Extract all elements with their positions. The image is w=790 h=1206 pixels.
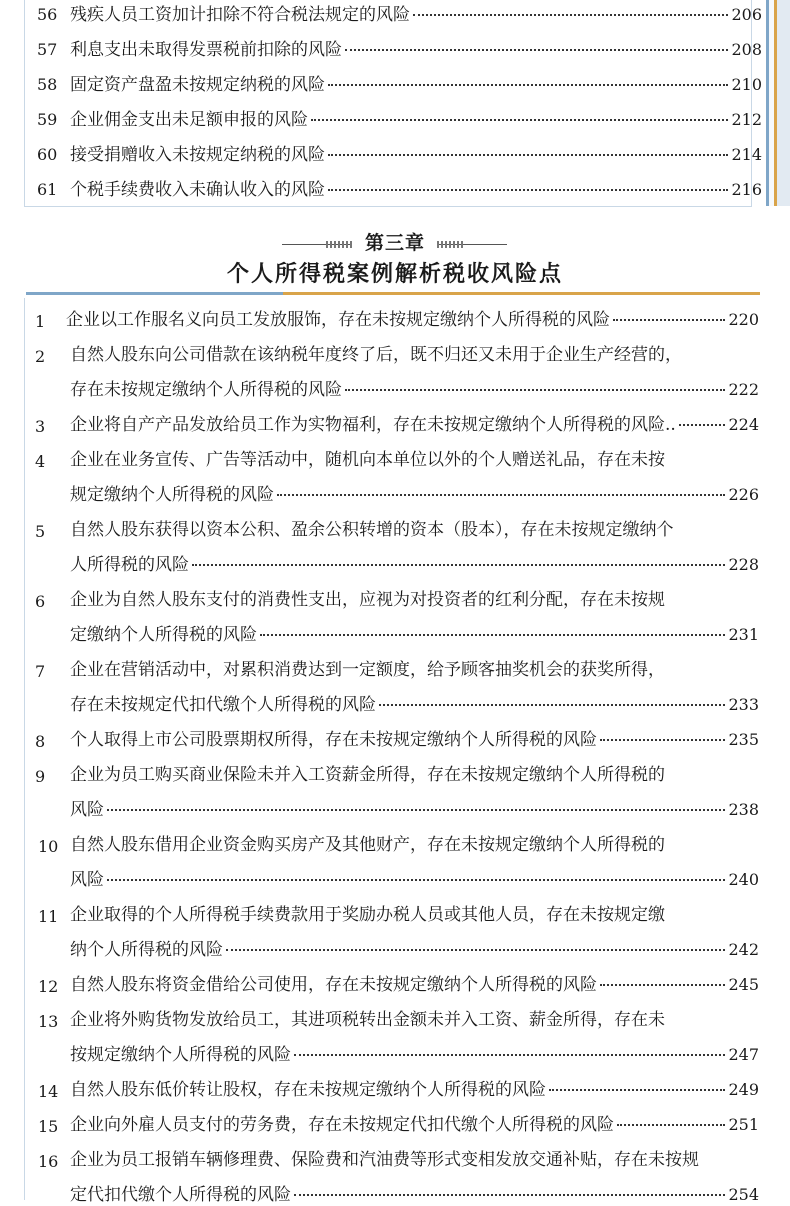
toc-entry-line xyxy=(70,74,762,96)
toc-entry-number: 57 xyxy=(37,40,58,59)
toc-entry-number: 15 xyxy=(38,1117,59,1136)
toc-entry-number: 59 xyxy=(37,110,58,129)
toc-entry-line xyxy=(70,834,759,856)
dot-leader xyxy=(679,424,726,426)
dot-leader xyxy=(600,739,725,741)
toc-entry-line xyxy=(70,554,759,576)
toc-entry-number: 60 xyxy=(37,145,58,164)
toc-entry-text: 自然人股东低价转让股权，存在未按规定缴纳个人所得税的风险 xyxy=(70,1080,546,1100)
toc-entry-page: 208 xyxy=(731,40,762,59)
dot-leader xyxy=(600,984,725,986)
toc-entry-page: 235 xyxy=(728,730,759,749)
toc-entry-line xyxy=(70,939,759,961)
dot-leader xyxy=(294,1194,725,1196)
toc-entry-text: 风险 xyxy=(70,800,104,820)
toc-entry-line xyxy=(70,869,759,891)
dot-leader xyxy=(549,1089,725,1091)
toc-entry-text: 企业取得的个人所得税手续费款用于奖励办税人员或其他人员，存在未按规定缴 xyxy=(70,905,665,925)
toc-entry-line xyxy=(70,624,759,646)
toc-entry-text: 企业佣金支出未足额申报的风险 xyxy=(70,110,308,130)
toc-entry-page: 220 xyxy=(728,310,759,329)
previous-chapter-box xyxy=(24,0,752,207)
dot-leader xyxy=(311,119,728,121)
toc-entry-number: 10 xyxy=(38,837,59,856)
dot-leader xyxy=(613,319,725,321)
dot-leader xyxy=(379,704,725,706)
dot-leader xyxy=(413,14,728,16)
toc-entry-text: 企业向外雇人员支付的劳务费，存在未按规定代扣代缴个人所得税的风险 xyxy=(70,1115,614,1135)
toc-entry-number: 5 xyxy=(35,522,46,541)
toc-entry-line xyxy=(70,4,762,26)
chapter-divider xyxy=(26,292,760,295)
toc-entry-text: 企业以工作服名义向员工发放服饰，存在未按规定缴纳个人所得税的风险 xyxy=(66,310,610,330)
toc-entry-page: 222 xyxy=(728,380,759,399)
toc-entry-number: 3 xyxy=(35,417,46,436)
dot-leader xyxy=(107,809,725,811)
toc-entry-line xyxy=(70,729,759,751)
toc-entry-text: 利息支出未取得发票税前扣除的风险 xyxy=(70,40,342,60)
toc-entry-page: 212 xyxy=(731,110,762,129)
toc-entry-text: 个人取得上市公司股票期权所得，存在未按规定缴纳个人所得税的风险 xyxy=(70,730,597,750)
toc-entry-line xyxy=(70,1184,759,1206)
toc-entry-number: 12 xyxy=(38,977,59,996)
toc-entry-line xyxy=(70,109,762,131)
toc-entry-number: 61 xyxy=(37,180,58,199)
dot-leader xyxy=(294,1054,725,1056)
dot-leader xyxy=(260,634,725,636)
toc-entry-page: 249 xyxy=(728,1080,759,1099)
toc-entry-text: 企业在业务宣传、广告等活动中，随机向本单位以外的个人赠送礼品，存在未按 xyxy=(70,450,665,470)
dot-leader xyxy=(345,389,725,391)
dot-leader xyxy=(277,494,725,496)
chapter-ornament-right xyxy=(437,240,507,250)
toc-entry-text: 自然人股东借用企业资金购买房产及其他财产，存在未按规定缴纳个人所得税的 xyxy=(70,835,665,855)
toc-entry-page: 231 xyxy=(728,625,759,644)
toc-entry-text: 风险 xyxy=(70,870,104,890)
toc-entry-line xyxy=(70,379,759,401)
toc-entry-number: 14 xyxy=(38,1082,59,1101)
toc-entry-page: 240 xyxy=(728,870,759,889)
dot-leader xyxy=(617,1124,725,1126)
toc-entry-number: 13 xyxy=(38,1012,59,1031)
toc-entry-page: 206 xyxy=(731,5,762,24)
toc-entry-line xyxy=(70,1079,759,1101)
toc-entry-number: 9 xyxy=(35,767,46,786)
dot-leader xyxy=(328,154,728,156)
dot-leader xyxy=(107,879,725,881)
toc-entry-text: 存在未按规定代扣代缴个人所得税的风险 xyxy=(70,695,376,715)
dot-leader xyxy=(328,84,728,86)
dot-leader xyxy=(345,49,728,51)
dot-leader xyxy=(328,189,728,191)
toc-entry-line xyxy=(70,764,759,786)
toc-entry-line xyxy=(70,1044,759,1066)
toc-entry-line xyxy=(70,179,762,201)
toc-entry-number: 4 xyxy=(35,452,46,471)
toc-entry-text: 残疾人员工资加计扣除不符合税法规定的风险 xyxy=(70,5,410,25)
toc-entry-line xyxy=(70,799,759,821)
toc-entry-text: 企业为员工购买商业保险未并入工资薪金所得，存在未按规定缴纳个人所得税的 xyxy=(70,765,665,785)
toc-entry-text: 企业将自产产品发放给员工作为实物福利，存在未按规定缴纳个人所得税的风险.. xyxy=(70,415,676,435)
chapter-label: 第三章 xyxy=(364,232,425,254)
toc-entry-line xyxy=(70,1149,759,1171)
toc-entry-number: 7 xyxy=(35,662,46,681)
toc-entry-line xyxy=(70,39,762,61)
toc-entry-page: 224 xyxy=(728,415,759,434)
dot-leader xyxy=(226,949,725,951)
toc-entry-page: 251 xyxy=(728,1115,759,1134)
toc-entry-text: 自然人股东获得以资本公积、盈余公积转增的资本（股本），存在未按规定缴纳个 xyxy=(70,520,674,540)
toc-entry-number: 1 xyxy=(35,312,46,331)
toc-entry-line xyxy=(70,344,759,366)
toc-entry-page: 228 xyxy=(728,555,759,574)
toc-entry-page: 242 xyxy=(728,940,759,959)
toc-entry-page: 216 xyxy=(731,180,762,199)
toc-entry-page: 245 xyxy=(728,975,759,994)
toc-entry-text: 接受捐赠收入未按规定纳税的风险 xyxy=(70,145,325,165)
toc-entry-text: 自然人股东向公司借款在该纳税年度终了后，既不归还又未用于企业生产经营的， xyxy=(70,345,682,365)
toc-entry-number: 6 xyxy=(35,592,46,611)
toc-entry-line xyxy=(70,449,759,471)
toc-entry-text: 个税手续费收入未确认收入的风险 xyxy=(70,180,325,200)
toc-entry-number: 16 xyxy=(38,1152,59,1171)
toc-entry-page: 254 xyxy=(728,1185,759,1204)
toc-entry-line xyxy=(70,694,759,716)
toc-entry-text: 纳个人所得税的风险 xyxy=(70,940,223,960)
toc-entry-number: 2 xyxy=(35,347,46,366)
toc-entry-line xyxy=(70,589,759,611)
toc-entry-line xyxy=(70,1009,759,1031)
toc-entry-text: 定缴纳个人所得税的风险 xyxy=(70,625,257,645)
toc-entry-line xyxy=(70,1114,759,1136)
toc-entry-text: 按规定缴纳个人所得税的风险 xyxy=(70,1045,291,1065)
toc-entry-line xyxy=(70,974,759,996)
toc-entry-text: 企业为自然人股东支付的消费性支出，应视为对投资者的红利分配，存在未按规 xyxy=(70,590,665,610)
toc-entry-text: 规定缴纳个人所得税的风险 xyxy=(70,485,274,505)
toc-entry-page: 214 xyxy=(731,145,762,164)
page-edge-accent xyxy=(766,0,790,206)
toc-entry-text: 人所得税的风险 xyxy=(70,555,189,575)
toc-entry-line xyxy=(70,659,759,681)
toc-entry-page: 238 xyxy=(728,800,759,819)
toc-entry-line xyxy=(70,484,759,506)
toc-entry-text: 企业为员工报销车辆修理费、保险费和汽油费等形式变相发放交通补贴，存在未按规 xyxy=(70,1150,699,1170)
content-frame-border xyxy=(24,298,25,1200)
toc-entry-text: 定代扣代缴个人所得税的风险 xyxy=(70,1185,291,1205)
toc-entry-text: 企业在营销活动中，对累积消费达到一定额度，给予顾客抽奖机会的获奖所得， xyxy=(70,660,665,680)
toc-entry-page: 210 xyxy=(731,75,762,94)
toc-entry-line xyxy=(66,309,759,331)
dot-leader xyxy=(192,564,725,566)
toc-entry-line xyxy=(70,414,759,436)
toc-entry-line xyxy=(70,904,759,926)
toc-entry-page: 233 xyxy=(728,695,759,714)
toc-entry-number: 11 xyxy=(38,907,59,926)
toc-entry-text: 自然人股东将资金借给公司使用，存在未按规定缴纳个人所得税的风险 xyxy=(70,975,597,995)
toc-entry-line xyxy=(70,144,762,166)
toc-entry-page: 247 xyxy=(728,1045,759,1064)
toc-entry-number: 58 xyxy=(37,75,58,94)
chapter-title: 个人所得税案例解析税收风险点 xyxy=(226,261,563,287)
toc-entry-page: 226 xyxy=(728,485,759,504)
toc-entry-number: 8 xyxy=(35,732,46,751)
toc-entry-line xyxy=(70,519,759,541)
toc-entry-text: 企业将外购货物发放给员工，其进项税转出金额未并入工资、薪金所得，存在未 xyxy=(70,1010,665,1030)
toc-entry-number: 56 xyxy=(37,5,58,24)
toc-entry-text: 固定资产盘盈未按规定纳税的风险 xyxy=(70,75,325,95)
toc-entry-text: 存在未按规定缴纳个人所得税的风险 xyxy=(70,380,342,400)
